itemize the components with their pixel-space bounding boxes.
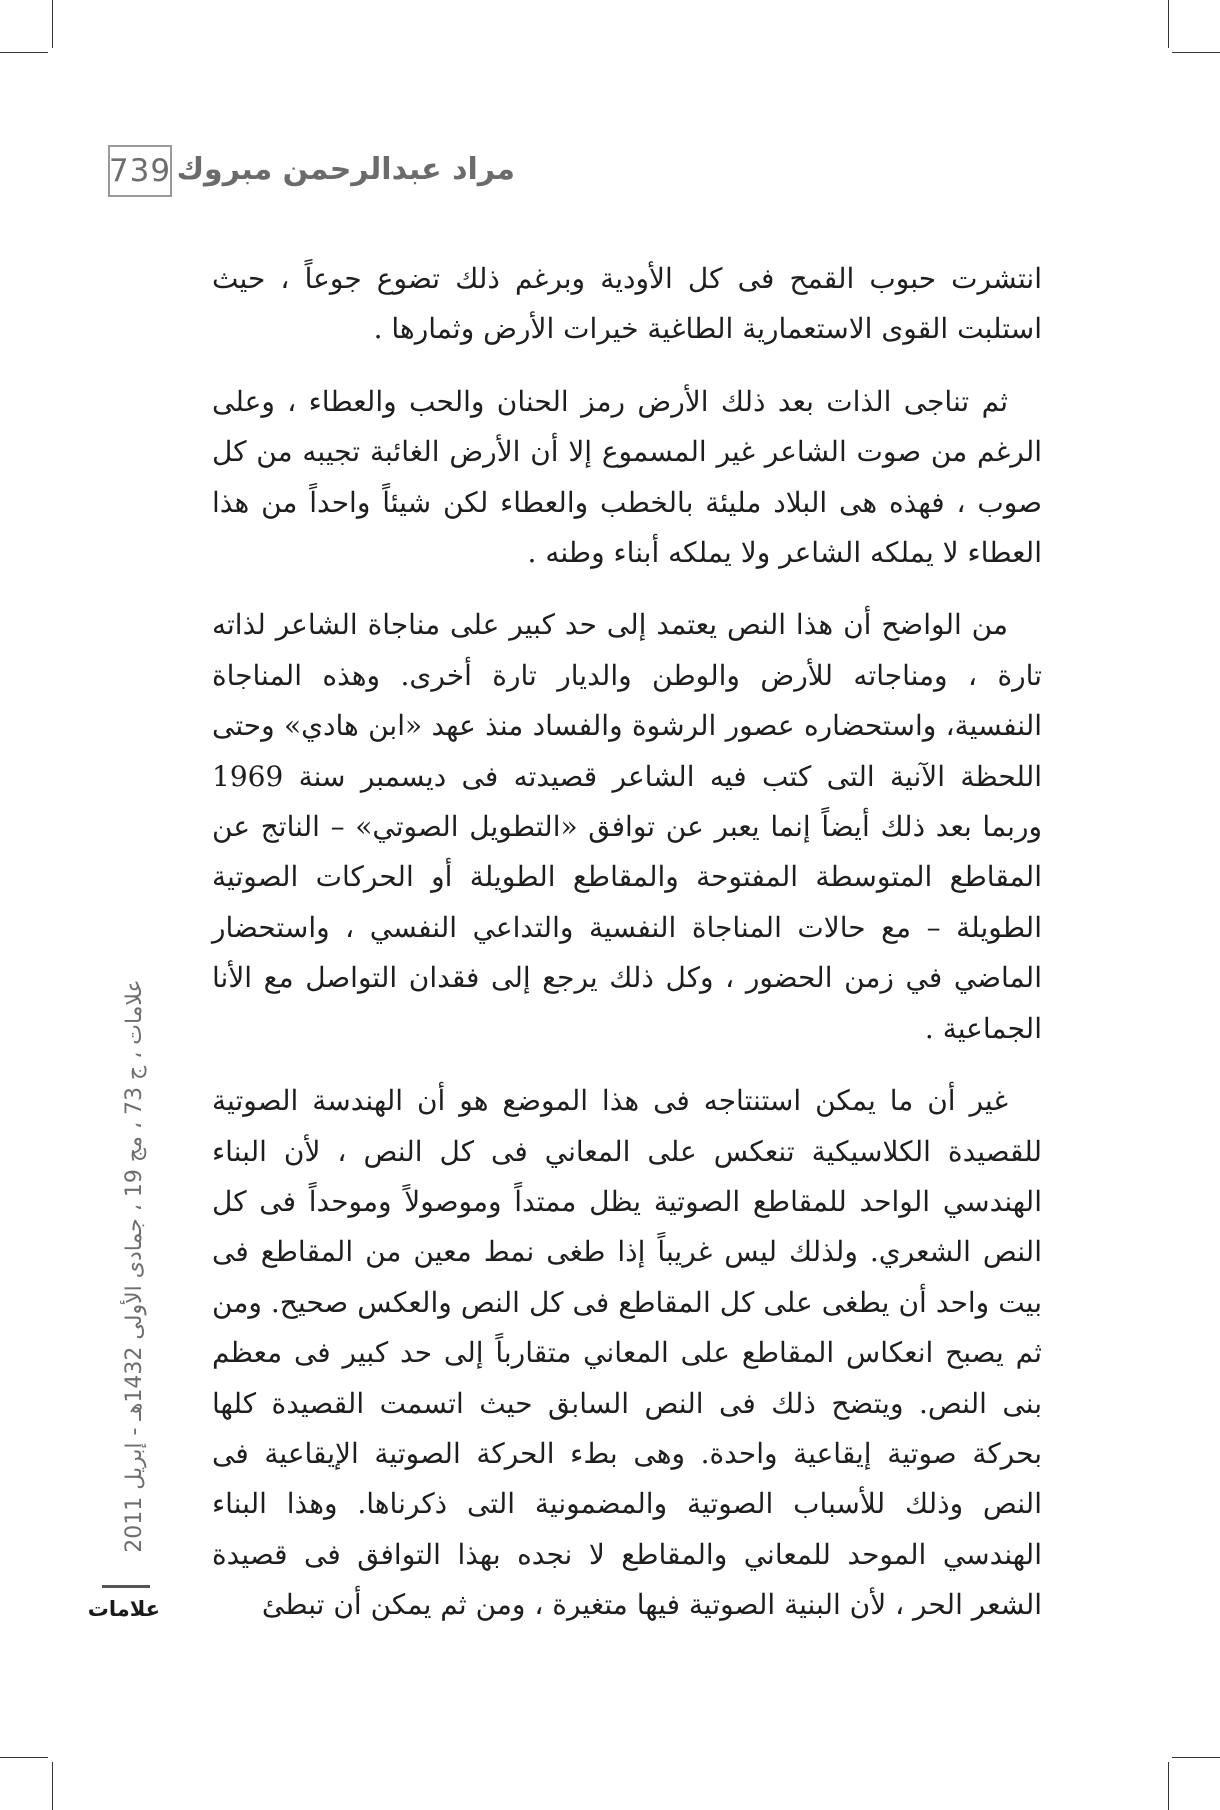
divider [102, 1585, 150, 1588]
paragraph: من الواضح أن هذا النص يعتمد إلى حد كبير على مناجاة الشاعر لذاته تارة ، ومناجاته للأرض والوطن والديار تارة أخرى. وهذه المناجاة النفسية، واستحضاره عصور الرشوة والفساد منذ عهد «ابن هادي» وحتى اللحظة الآنية التى كتب فيه الشاعر قصيدته فى ديسمبر سنة 1969 وربما بعد ذلك أيضاً إنما يعبر عن توافق «التطويل الصوتي» – الناتج عن المقاطع المتوسطة المفتوحة والمقاطع الطويلة أو الحركات الصوتية الطويلة – مع حالات المناجاة النفسية والتداعي النفسي ، واستحضار الماضي في زمن الحضور ، وكل ذلك يرجع إلى فقدان التواصل مع الأنا الجماعية . [212, 608, 1043, 1045]
crop-mark-bottom-left [52, 1762, 53, 1810]
journal-citation-text: علامات ، ج 73 ، مج 19 ، جمادى الأولى 1432هـ - إبريل 2011 [122, 979, 147, 1553]
page-number: 739 [108, 145, 172, 197]
crop-mark-top-left [52, 0, 53, 48]
crop-mark-top-right-h [1172, 52, 1220, 53]
crop-mark-bottom-left-h [0, 1757, 48, 1758]
crop-mark-bottom-right-h [1172, 1757, 1220, 1758]
crop-mark-bottom-right [1168, 1762, 1169, 1810]
crop-mark-top-left-h [0, 52, 48, 53]
journal-citation [103, 950, 167, 1582]
paragraph: غير أن ما يمكن استنتاجه فى هذا الموضع هو أن الهندسة الصوتية للقصيدة الكلاسيكية تنعكس على المعاني فى كل النص ، لأن البناء الهندسي الواحد للمقاطع الصوتية يظل ممتداً وموصولاً وموحداً فى كل النص الشعري. ولذلك ليس غريباً إذا طغى نمط معين من المقاطع فى بيت واحد أن يطغى على كل المقاطع فى كل النص والعكس صحيح. ومن ثم يصبح انعكاس المقاطع على المعاني متقارباً إلى حد كبير فى معظم بنى النص. ويتضح ذلك فى النص السابق حيث اتسمت القصيدة كلها بحركة صوتية إيقاعية واحدة. وهى بطء الحركة الصوتية الإيقاعية فى النص وذلك للأسباب الصوتية والمضمونية التى ذكرناها. وهذا البناء الهندسي الموحد للمعاني والمقاطع لا نجده بهذا التوافق فى قصيدة الشعر الحر ، لأن البنية الصوتية فيها متغيرة ، ومن ثم يمكن أن تبطئ [212, 1084, 1042, 1622]
running-header-author: مراد عبدالرحمن مبروك [176, 152, 515, 187]
article-body [212, 254, 1042, 1653]
crop-mark-top-right [1168, 0, 1169, 48]
paragraph: ثم تناجى الذات بعد ذلك الأرض رمز الحنان والحب والعطاء ، وعلى الرغم من صوت الشاعر غير المسموع إلا أن الأرض الغائبة تجيبه من كل صوب ، فهذه هى البلاد مليئة بالخطب والعطاء لكن شيئاً واحداً من هذا العطاء لا يملكه الشاعر ولا يملكه أبناء وطنه . [212, 384, 1042, 570]
paragraph: انتشرت حبوب القمح فى كل الأودية وبرغم ذلك تضوع جوعاً ، حيث استلبت القوى الاستعمارية الطاغية خيرات الأرض وثمارها . [212, 262, 1042, 346]
journal-logo: علامات [87, 1597, 160, 1621]
